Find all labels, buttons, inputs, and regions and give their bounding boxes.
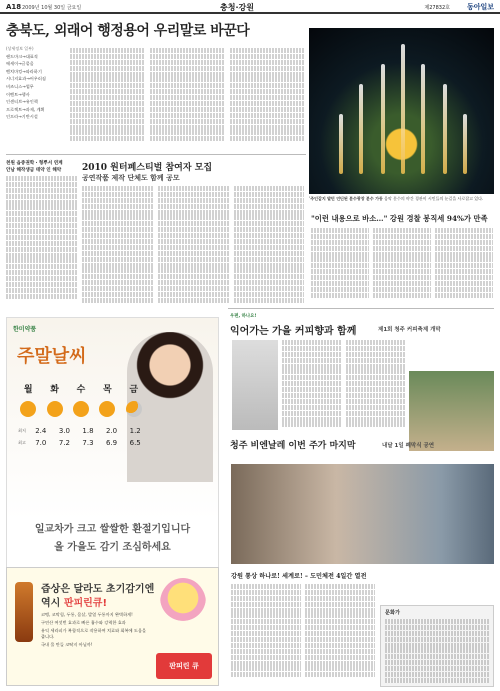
- article-body: [305, 584, 375, 684]
- low-temp: 1.8: [82, 427, 94, 435]
- day-label: 수: [76, 385, 86, 395]
- ad-bullet: 구연산 여섯번 효과로 빠른 흡수와 강력한 효과: [41, 620, 126, 625]
- sidebar-title: (상세정보 일부): [6, 46, 34, 51]
- article-body: [435, 228, 493, 302]
- article-body: [82, 186, 154, 311]
- issue-date: 2009년 10월 30일 금요일: [22, 5, 82, 11]
- feature-headline: 익어가는 가을 커피향과 함께: [230, 326, 357, 337]
- sports-headline: 강원 통상 하나로! 세계로! – 도민체전 4일간 열전: [231, 573, 367, 580]
- photo-caption-title: '주인같지 말던 언딘된 분수광장 분수 가동: [309, 196, 383, 201]
- day-label: 금: [129, 385, 139, 395]
- bottle-image: [15, 582, 33, 642]
- sidebar-item: 이벤트→행사: [6, 91, 30, 97]
- edition-number: 제27832호: [424, 5, 450, 11]
- article-body: [70, 48, 144, 148]
- weather-table: [15, 382, 147, 449]
- low-temp: 2.0: [106, 427, 118, 435]
- sidebar-item: 랜드마크→대표적: [6, 53, 38, 59]
- newspaper-logo: 동아일보: [466, 3, 494, 11]
- sidebar-item: 인센티브→유인책: [6, 99, 38, 105]
- high-temp: 7.3: [82, 439, 94, 447]
- article-body: [158, 186, 230, 311]
- sun-icon: [20, 401, 36, 417]
- sidebar-item: 에세이→글묶음: [6, 61, 34, 67]
- partly-cloudy-icon: [126, 401, 142, 417]
- ad-bullet: 유익 세라피가 복합적으로 작용하여 치료와 회복에 도움을 줍니다.: [41, 628, 147, 639]
- ad-line-prefix: 역시: [41, 598, 64, 609]
- high-temp: 6.5: [129, 439, 141, 447]
- sidebar-item: 비즈니스→업무: [6, 83, 34, 89]
- day-label: 화: [50, 385, 59, 395]
- biennale-photo: [231, 464, 494, 564]
- pharma-logo: 한미약품: [13, 326, 37, 333]
- article-body: [311, 228, 369, 302]
- story-headline: 2010 원터페스티벌 참여자 모집: [82, 163, 213, 173]
- article-body: [150, 48, 224, 148]
- high-temp: 7.0: [35, 439, 47, 447]
- section-label: 우편, 하나요!: [230, 314, 257, 319]
- cafe-photo: [409, 371, 494, 451]
- divider: [228, 308, 494, 309]
- ad-slogan: 올 가을도 감기 조심하세요: [54, 542, 171, 553]
- culture-box-title: 문화가: [385, 610, 401, 616]
- day-label: 월: [23, 385, 33, 395]
- mascot-image: [160, 578, 206, 628]
- product-ad: [6, 567, 219, 686]
- feature-photo: [232, 340, 278, 430]
- page-number: A18: [6, 3, 22, 11]
- photo-caption: [309, 196, 494, 201]
- low-label: 최저: [18, 428, 26, 433]
- high-label: 최고: [18, 440, 26, 445]
- sun-icon: [73, 401, 89, 417]
- weather-title: 주말날씨: [17, 346, 87, 367]
- high-temp: 7.2: [58, 439, 70, 447]
- sun-icon: [47, 401, 63, 417]
- section-title: 충청·강원: [220, 3, 254, 12]
- low-temp: 2.4: [35, 427, 47, 435]
- low-temp: 1.2: [129, 427, 141, 435]
- sidebar-item: 벤치마킹→따라하기: [6, 68, 42, 74]
- biennale-headline: 청주 비엔날레 이번 주가 마지막: [230, 441, 356, 451]
- sidebar-item: 시너지효과→어우러짐: [6, 76, 46, 82]
- divider: [6, 154, 306, 155]
- sidebar-list: [6, 45, 66, 143]
- side-story-title: 천원 읍중권학・형뿌서 연계: [6, 161, 63, 166]
- fountain-photo: [309, 28, 494, 194]
- article-body: [346, 340, 406, 430]
- ad-bullet: 국내 물 만들 코딱지 아닐까!: [41, 642, 93, 647]
- culture-box: [380, 605, 494, 687]
- photo-caption-text: 음악 분수의 야간 경관이 시민들의 눈길을 사로잡고 있다.: [384, 196, 484, 201]
- article-body: [231, 584, 301, 684]
- biennale-subhead: 내달 1일 폐막식 공연: [382, 443, 435, 449]
- sun-icon: [99, 401, 115, 417]
- brand-box: 판피린 큐: [156, 653, 212, 679]
- article-body: [373, 228, 431, 302]
- story-subhead: 공연작품 제작 단체도 함께 공모: [82, 174, 180, 182]
- sidebar-item: 인프라→기반시설: [6, 114, 38, 120]
- day-label: 목: [103, 385, 112, 395]
- side-story-subtitle: 안남 해작생금 테약 인 해약: [6, 168, 62, 173]
- article-body: [282, 340, 342, 430]
- page-header: [0, 0, 500, 14]
- article-body: [234, 186, 304, 311]
- article-body: [6, 176, 78, 310]
- feature-subhead: 제1회 청주 커피축제 개막: [378, 327, 441, 333]
- article-body: [230, 48, 304, 148]
- ad-bullet: 코맹, 코막힘, 두통, 몸살, 발열 두통까지 완벽하게!: [41, 612, 133, 617]
- right-story-headline: "이런 내용으로 바소…" 강원 경찰 봉직세 94%가 만족: [311, 214, 488, 223]
- ad-line: [41, 594, 107, 609]
- ad-slogan: 일교차가 크고 쌀쌀한 환절기입니다: [34, 524, 191, 535]
- sidebar-item: 프로젝트→과제, 계획: [6, 106, 45, 112]
- high-temp: 6.9: [106, 439, 118, 447]
- brand-name: 판피린큐!: [63, 598, 108, 609]
- low-temp: 3.0: [58, 427, 70, 435]
- ad-line: 즙상은 달라도 초기감기엔: [41, 584, 155, 595]
- main-headline: 충북도, 외래어 행정용어 우리말로 바꾼다: [6, 23, 250, 39]
